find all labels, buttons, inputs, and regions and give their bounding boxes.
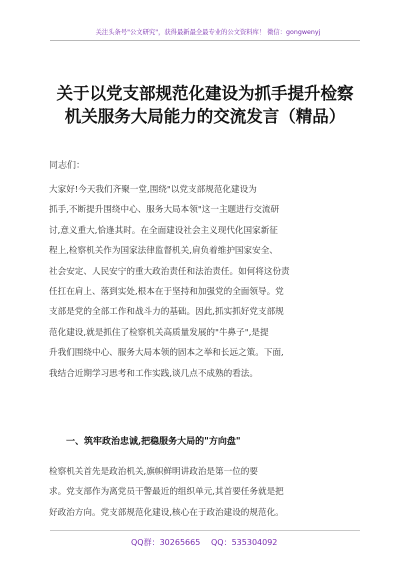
footer-divider [50,530,360,531]
paragraph-line: 好政治方向。党支部规范化建设,核心在于政治建设的规范化。 [49,507,284,518]
footer-qq-contact: QQ：535304092 [211,538,278,547]
paragraph-line: 我结合近期学习思考和工作实践,谈几点不成熟的看法。 [49,368,258,379]
paragraph-line: 求。党支部作为离党员干警最近的组织单元,其首要任务就是把 [49,487,284,498]
title-line-1: 关于以党支部规范化建设为抓手提升检察 [56,84,354,103]
paragraph-line: 大家好!今天我们齐聚一堂,围绕"以党支部规范化建设为 [49,185,257,195]
paragraph-line: 检察机关首先是政治机关,旗帜鲜明讲政治是第一位的要 [49,467,258,477]
paragraph-line: 社会安定、人民安宁的重大政治责任和法治责任。如何将这份责 [49,266,290,277]
paragraph-line: 范化建设,就是抓住了检察机关高质量发展的"牛鼻子",是提 [49,327,269,338]
salutation: 同志们： [49,161,86,171]
title-line-2: 机关服务大局能力的交流发言（精品） [64,107,346,126]
section-heading-1: 一、筑牢政治忠诚,把稳服务大局的"方向盘" [66,437,241,447]
paragraph-2 [49,462,361,523]
paragraph-line: 讨,意义重大,恰逢其时。在全面建设社会主义现代化国家新征 [49,225,278,236]
document-title [30,82,380,128]
paragraph-line: 程上,检察机关作为国家法律监督机关,肩负着维护国家安全、 [49,246,278,257]
footer-qq-group: QQ群：30265665 [131,538,201,547]
paragraph-line: 任扛在肩上、落到实处,根本在于坚持和加强党的全面领导。党 [49,287,284,298]
paragraph-line: 抓手,不断提升围绕中心、服务大局本领"这一主题进行交流研 [49,205,280,216]
paragraph-line: 支部是党的全部工作和战斗力的基础。因此,抓实抓好党支部规 [49,307,284,318]
header-notice: 关注头条号"公文研究"，获得最新最全最专业的公文资料库！ 微信：gongwenyj [95,29,321,36]
header-divider [50,40,360,41]
paragraph-1 [49,180,361,384]
paragraph-line: 升我们围绕中心、服务大局本领的固本之举和长远之策。下面, [49,348,284,359]
